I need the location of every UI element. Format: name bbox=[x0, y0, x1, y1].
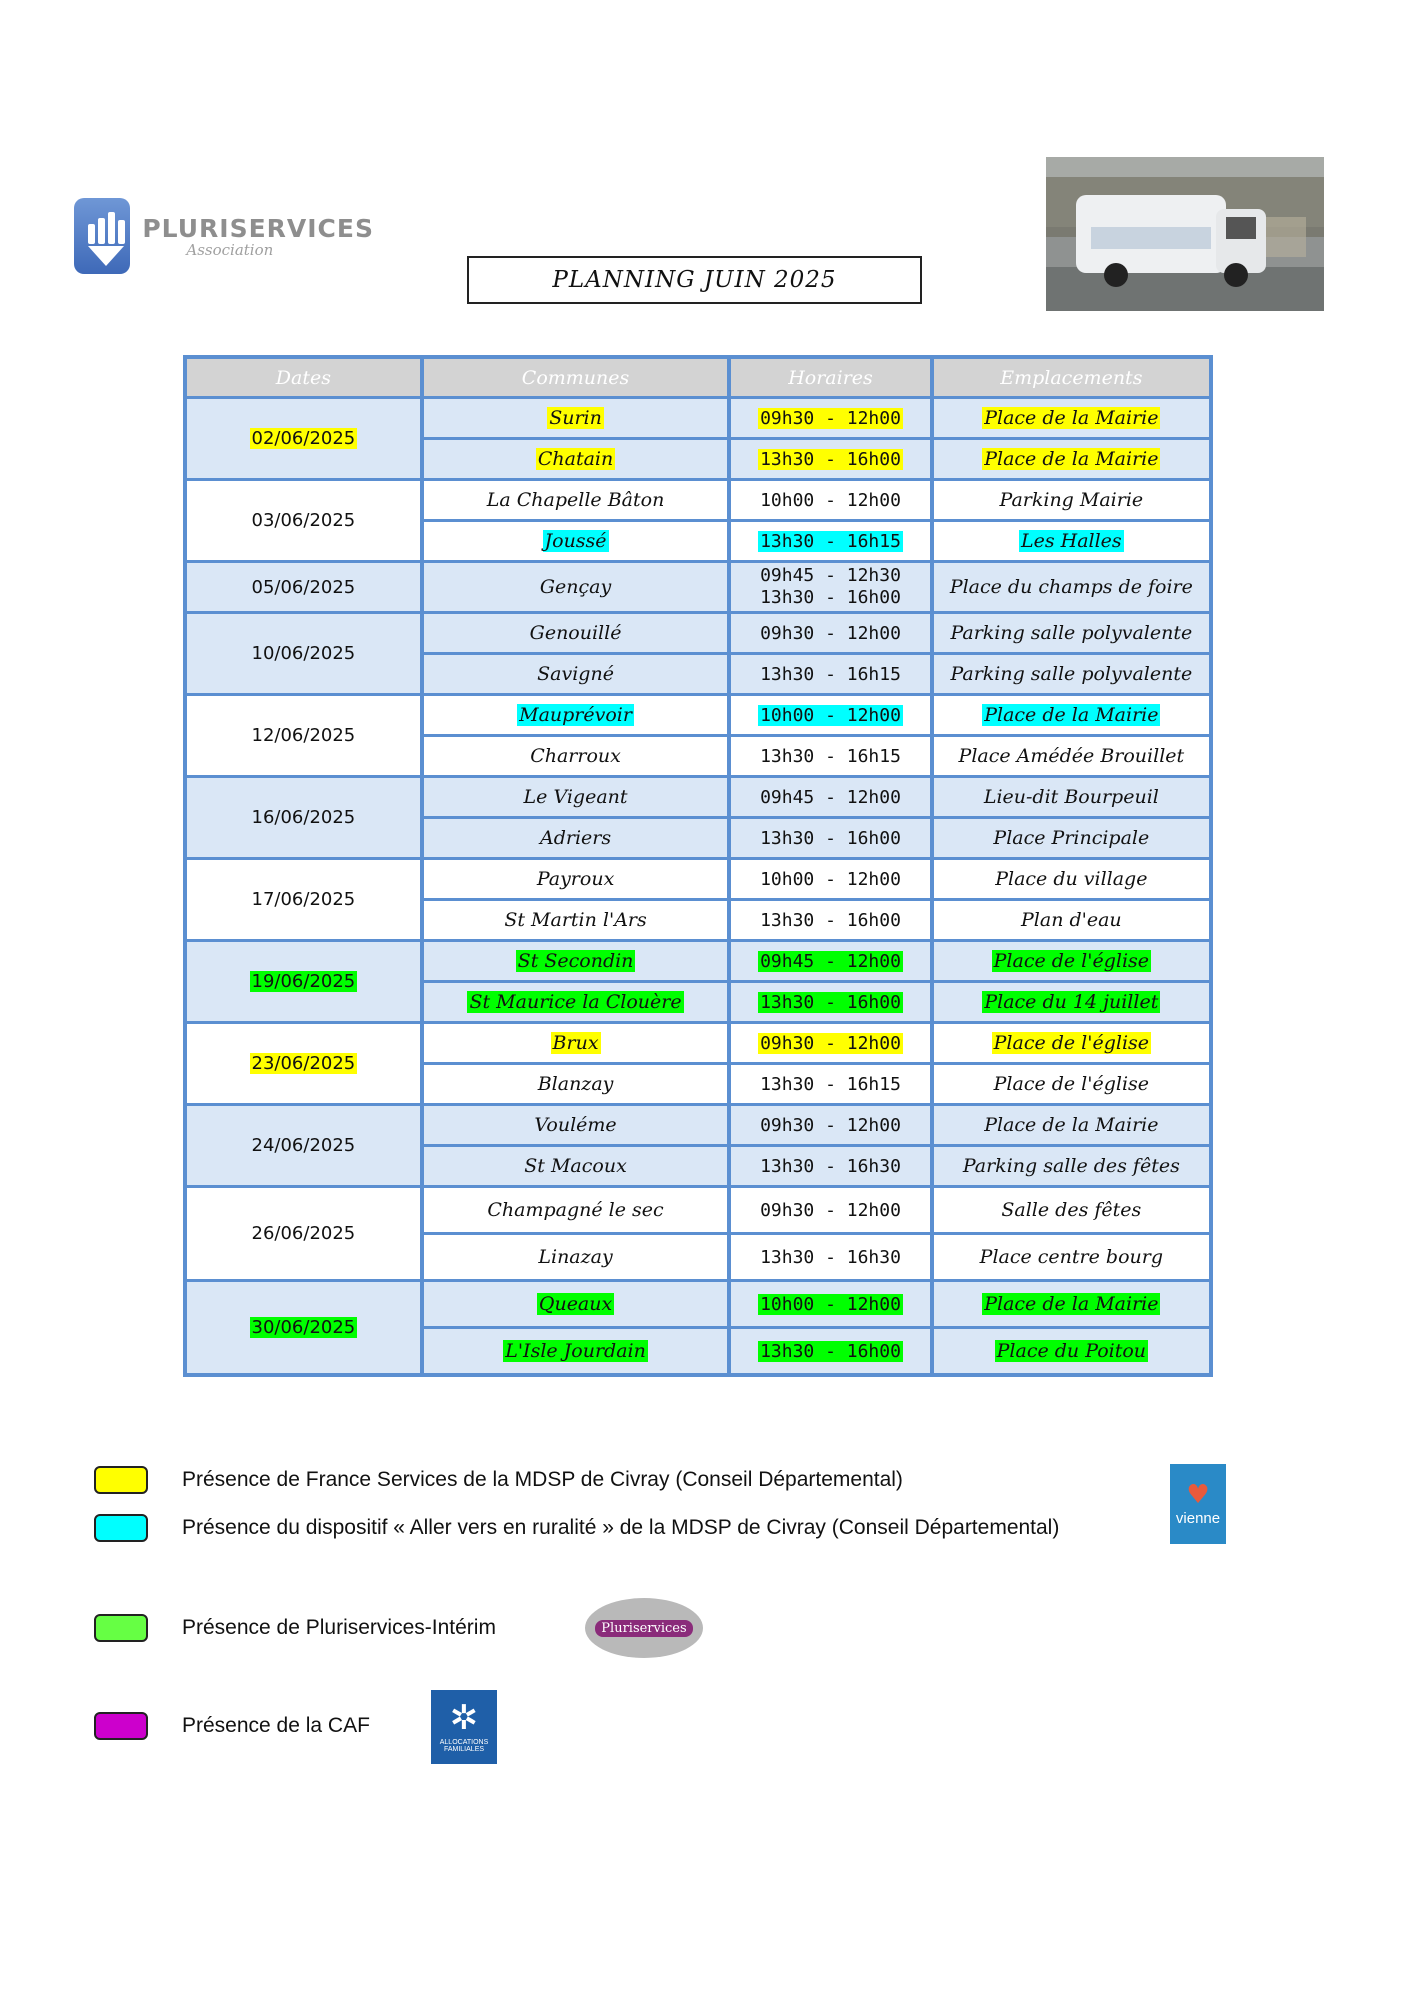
table-row bbox=[187, 481, 1209, 519]
commune-cell: Payroux bbox=[424, 860, 728, 898]
pluriservices-logo bbox=[74, 196, 374, 276]
table-row bbox=[187, 1024, 1209, 1062]
commune-cell: St Maurice la Clouère bbox=[424, 983, 728, 1021]
table-row bbox=[187, 778, 1209, 816]
legend-label: Présence du dispositif « Aller vers en ruralité » de la MDSP de Civray (Conseil Départemental) bbox=[182, 1516, 1060, 1539]
commune-cell: St Macoux bbox=[424, 1147, 728, 1185]
interim-logo-text: Pluriservices bbox=[595, 1620, 692, 1637]
date-cell: 30/06/2025 bbox=[187, 1282, 420, 1373]
emplacement-cell: Place du Poitou bbox=[934, 1329, 1209, 1373]
horaire-cell: 09h30 - 12h00 bbox=[731, 1024, 929, 1062]
date-cell: 26/06/2025 bbox=[187, 1188, 420, 1279]
date-cell: 02/06/2025 bbox=[187, 399, 420, 478]
magenta-swatch bbox=[94, 1712, 148, 1740]
commune-cell: Le Vigeant bbox=[424, 778, 728, 816]
building-icon bbox=[74, 198, 130, 274]
emplacement-cell: Place Principale bbox=[934, 819, 1209, 857]
date-cell: 03/06/2025 bbox=[187, 481, 420, 560]
logo-name: PLURISERVICES bbox=[142, 213, 374, 243]
emplacement-cell: Place de la Mairie bbox=[934, 1106, 1209, 1144]
horaire-cell: 13h30 - 16h00 bbox=[731, 819, 929, 857]
commune-cell: Queaux bbox=[424, 1282, 728, 1326]
emplacement-cell: Place de la Mairie bbox=[934, 1282, 1209, 1326]
commune-cell: Charroux bbox=[424, 737, 728, 775]
commune-cell: Gençay bbox=[424, 563, 728, 611]
horaire-cell: 09h30 - 12h00 bbox=[731, 399, 929, 437]
horaire-cell: 10h00 - 12h00 bbox=[731, 696, 929, 734]
table-row bbox=[187, 860, 1209, 898]
emplacement-cell: Place de l'église bbox=[934, 1065, 1209, 1103]
date-cell: 12/06/2025 bbox=[187, 696, 420, 775]
date-cell: 16/06/2025 bbox=[187, 778, 420, 857]
horaire-cell: 13h30 - 16h00 bbox=[731, 440, 929, 478]
date-cell: 17/06/2025 bbox=[187, 860, 420, 939]
emplacement-cell: Place de l'église bbox=[934, 1024, 1209, 1062]
pluriservices-interim-logo bbox=[585, 1598, 703, 1658]
horaire-cell: 13h30 - 16h15 bbox=[731, 737, 929, 775]
green-swatch bbox=[94, 1614, 148, 1642]
emplacement-cell: Parking salle des fêtes bbox=[934, 1147, 1209, 1185]
emplacement-cell: Plan d'eau bbox=[934, 901, 1209, 939]
horaire-cell: 10h00 - 12h00 bbox=[731, 1282, 929, 1326]
yellow-swatch bbox=[94, 1466, 148, 1494]
commune-cell: St Martin l'Ars bbox=[424, 901, 728, 939]
table-row bbox=[187, 399, 1209, 437]
date-cell: 19/06/2025 bbox=[187, 942, 420, 1021]
vienne-logo bbox=[1170, 1464, 1226, 1544]
legend-item bbox=[94, 1460, 1244, 1500]
table-row bbox=[187, 1188, 1209, 1232]
emplacement-cell: Salle des fêtes bbox=[934, 1188, 1209, 1232]
emplacement-cell: Parking Mairie bbox=[934, 481, 1209, 519]
commune-cell: St Secondin bbox=[424, 942, 728, 980]
commune-cell: Blanzay bbox=[424, 1065, 728, 1103]
legend-label: Présence de France Services de la MDSP de Civray (Conseil Départemental) bbox=[182, 1468, 903, 1491]
commune-cell: Brux bbox=[424, 1024, 728, 1062]
horaire-cell: 10h00 - 12h00 bbox=[731, 860, 929, 898]
commune-cell: Linazay bbox=[424, 1235, 728, 1279]
emplacement-cell: Place de la Mairie bbox=[934, 696, 1209, 734]
header-horaires: Horaires bbox=[731, 359, 929, 396]
table-row bbox=[187, 1282, 1209, 1326]
date-cell: 10/06/2025 bbox=[187, 614, 420, 693]
legend-item bbox=[94, 1508, 1244, 1548]
emplacement-cell: Place centre bourg bbox=[934, 1235, 1209, 1279]
caf-logo-text: ALLOCATIONS FAMILIALES bbox=[439, 1739, 489, 1753]
commune-cell: Champagné le sec bbox=[424, 1188, 728, 1232]
vienne-logo-text: vienne bbox=[1175, 1509, 1221, 1527]
horaire-cell: 13h30 - 16h15 bbox=[731, 522, 929, 560]
commune-cell: Adriers bbox=[424, 819, 728, 857]
emplacement-cell: Place de l'église bbox=[934, 942, 1209, 980]
table-row bbox=[187, 942, 1209, 980]
emplacement-cell: Place de la Mairie bbox=[934, 440, 1209, 478]
horaire-cell: 13h30 - 16h15 bbox=[731, 1065, 929, 1103]
commune-cell: La Chapelle Bâton bbox=[424, 481, 728, 519]
emplacement-cell: Place du champs de foire bbox=[934, 563, 1209, 611]
horaire-cell: 13h30 - 16h30 bbox=[731, 1147, 929, 1185]
emplacement-cell: Les Halles bbox=[934, 522, 1209, 560]
heart-icon: ♥ bbox=[1186, 1479, 1210, 1510]
horaire-cell: 09h45 - 12h00 bbox=[731, 942, 929, 980]
logo-subtitle: Association bbox=[186, 240, 274, 259]
caf-star-icon: ✲ bbox=[449, 1698, 479, 1738]
planning-table bbox=[183, 355, 1213, 1377]
horaire-cell: 13h30 - 16h00 bbox=[731, 901, 929, 939]
legend-label: Présence de Pluriservices-Intérim bbox=[182, 1616, 496, 1639]
commune-cell: Vouléme bbox=[424, 1106, 728, 1144]
horaire-cell: 13h30 - 16h15 bbox=[731, 655, 929, 693]
date-cell: 23/06/2025 bbox=[187, 1024, 420, 1103]
horaire-cell: 13h30 - 16h30 bbox=[731, 1235, 929, 1279]
emplacement-cell: Place de la Mairie bbox=[934, 399, 1209, 437]
horaire-cell: 09h30 - 12h00 bbox=[731, 1188, 929, 1232]
horaire-cell: 09h45 - 12h00 bbox=[731, 778, 929, 816]
header-dates: Dates bbox=[187, 359, 420, 396]
commune-cell: Joussé bbox=[424, 522, 728, 560]
horaire-cell: 09h45 - 12h30 13h30 - 16h00 bbox=[731, 563, 929, 611]
commune-cell: Surin bbox=[424, 399, 728, 437]
horaire-cell: 13h30 - 16h00 bbox=[731, 983, 929, 1021]
header-emplacements: Emplacements bbox=[934, 359, 1209, 396]
table-row bbox=[187, 614, 1209, 652]
legend-label: Présence de la CAF bbox=[182, 1714, 370, 1737]
cyan-swatch bbox=[94, 1514, 148, 1542]
date-cell: 05/06/2025 bbox=[187, 563, 420, 611]
table-row bbox=[187, 563, 1209, 611]
legend-item bbox=[94, 1706, 1244, 1746]
commune-cell: Genouillé bbox=[424, 614, 728, 652]
emplacement-cell: Place du village bbox=[934, 860, 1209, 898]
commune-cell: L'Isle Jourdain bbox=[424, 1329, 728, 1373]
horaire-cell: 10h00 - 12h00 bbox=[731, 481, 929, 519]
table-row bbox=[187, 1106, 1209, 1144]
emplacement-cell: Lieu-dit Bourpeuil bbox=[934, 778, 1209, 816]
caf-logo bbox=[431, 1690, 497, 1764]
horaire-cell: 13h30 - 16h00 bbox=[731, 1329, 929, 1373]
header-communes: Communes bbox=[424, 359, 728, 396]
emplacement-cell: Place du 14 juillet bbox=[934, 983, 1209, 1021]
date-cell: 24/06/2025 bbox=[187, 1106, 420, 1185]
page-title: PLANNING JUIN 2025 bbox=[467, 256, 922, 304]
emplacement-cell: Parking salle polyvalente bbox=[934, 614, 1209, 652]
emplacement-cell: Place Amédée Brouillet bbox=[934, 737, 1209, 775]
horaire-cell: 09h30 - 12h00 bbox=[731, 1106, 929, 1144]
bus-photo bbox=[1046, 157, 1324, 311]
commune-cell: Mauprévoir bbox=[424, 696, 728, 734]
commune-cell: Chatain bbox=[424, 440, 728, 478]
emplacement-cell: Parking salle polyvalente bbox=[934, 655, 1209, 693]
commune-cell: Savigné bbox=[424, 655, 728, 693]
horaire-cell: 09h30 - 12h00 bbox=[731, 614, 929, 652]
table-row bbox=[187, 696, 1209, 734]
